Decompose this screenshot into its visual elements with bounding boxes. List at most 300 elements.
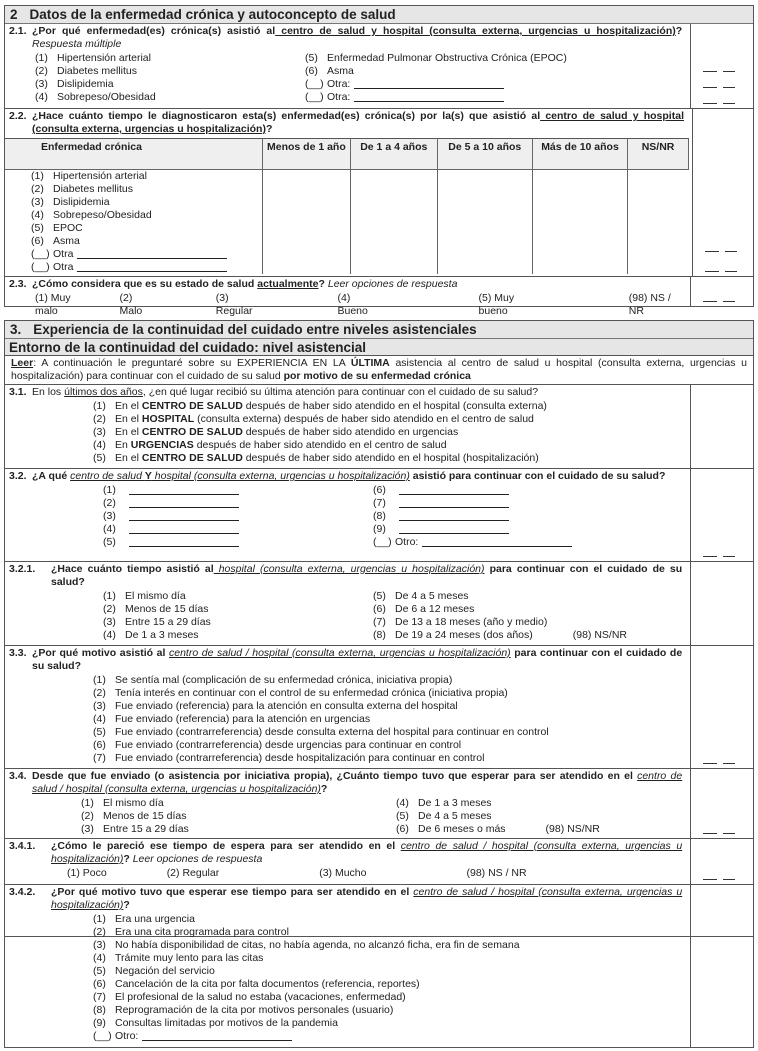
option-label bbox=[395, 603, 474, 616]
text-segment: Y bbox=[144, 470, 152, 482]
text-segment: centro de salud y hospital (consulta externa, urgencias u hospitalización) bbox=[275, 25, 676, 37]
option-text: EPOC bbox=[53, 222, 83, 234]
answer-code-cell[interactable] bbox=[691, 469, 753, 561]
answer-code-cell[interactable] bbox=[691, 562, 753, 645]
table-header-row bbox=[5, 139, 689, 170]
answer-blank-line[interactable] bbox=[354, 78, 504, 89]
text-segment: CENTRO DE SALUD bbox=[141, 452, 243, 464]
question-q31 bbox=[5, 385, 753, 469]
table-body-row bbox=[5, 170, 689, 275]
answer-code-cell[interactable] bbox=[691, 385, 753, 468]
option-number: (9) bbox=[373, 523, 386, 535]
option-number: (__) bbox=[373, 536, 392, 548]
text-segment: ? bbox=[675, 25, 683, 37]
option-text: Hipertensión arterial bbox=[53, 170, 147, 182]
answer-blank-line[interactable] bbox=[129, 497, 239, 508]
question-body bbox=[5, 769, 691, 838]
answer-cell[interactable] bbox=[628, 170, 689, 275]
text-segment: centro de salud / hospital (consulta externa, urgencias u hospitalización) bbox=[32, 770, 683, 795]
option-number: (3) bbox=[81, 823, 94, 835]
option-item bbox=[31, 170, 262, 183]
option-item bbox=[93, 687, 549, 700]
option-number: (2) bbox=[93, 687, 106, 699]
option-label bbox=[53, 248, 73, 261]
answer-code-blank[interactable] bbox=[703, 87, 735, 89]
section-header bbox=[5, 321, 753, 339]
answer-code-cell[interactable] bbox=[691, 24, 753, 108]
option-text: Era una urgencia bbox=[115, 913, 195, 925]
answer-code-cell[interactable] bbox=[693, 109, 753, 276]
answer-code-cell[interactable] bbox=[691, 277, 753, 306]
section-s3 bbox=[4, 320, 754, 1048]
options-column bbox=[396, 797, 600, 836]
text-segment: En los bbox=[32, 386, 65, 398]
option-number: (1) bbox=[93, 674, 106, 686]
option-text: Sobrepeso/Obesidad bbox=[53, 209, 152, 221]
question-body bbox=[5, 385, 691, 468]
option-label bbox=[395, 616, 547, 629]
question-body bbox=[5, 937, 691, 1047]
option-item bbox=[31, 235, 262, 248]
section-title: Experiencia de la continuidad del cuidado entre niveles asistenciales bbox=[33, 322, 477, 337]
question-body bbox=[5, 885, 691, 936]
answer-code-cell[interactable] bbox=[691, 769, 753, 838]
option-label bbox=[103, 797, 164, 810]
option-item bbox=[373, 497, 572, 510]
text-segment: Leer bbox=[11, 357, 34, 369]
option-item bbox=[373, 629, 627, 642]
option-text: De 4 a 5 meses bbox=[395, 590, 469, 602]
option-item bbox=[93, 739, 549, 752]
option-label bbox=[103, 810, 186, 823]
text-segment: URGENCIAS bbox=[130, 439, 194, 451]
text-segment: ¿Por qué motivo tuvo que esperar ese tiempo para ser atendido en el bbox=[51, 886, 414, 898]
option-number: (2) bbox=[35, 65, 48, 77]
question-text bbox=[9, 647, 682, 673]
option-label bbox=[115, 400, 547, 413]
option-item: (1) Poco bbox=[67, 867, 107, 879]
section-header bbox=[5, 6, 753, 24]
answer-blank-line[interactable] bbox=[129, 510, 239, 521]
option-item: (3) Regular bbox=[215, 292, 253, 317]
question-q23 bbox=[5, 277, 753, 317]
option-item bbox=[396, 797, 600, 810]
option-number: (__) bbox=[93, 1030, 112, 1042]
answer-code-blank[interactable] bbox=[703, 556, 735, 558]
option-label bbox=[115, 739, 461, 752]
option-label bbox=[53, 170, 147, 183]
option-label bbox=[327, 78, 350, 91]
option-item bbox=[35, 78, 305, 91]
answer-code-blank[interactable] bbox=[703, 879, 735, 881]
text-segment: ÚLTIMA bbox=[350, 357, 390, 369]
option-text: Otro: bbox=[115, 1030, 139, 1042]
option-text: Asma bbox=[53, 235, 80, 247]
option-item bbox=[93, 674, 549, 687]
text-segment: para continuar con el cuidado de su salud? bbox=[51, 563, 683, 588]
question-q342c bbox=[5, 937, 753, 1047]
text-segment: Leer opciones de respuesta bbox=[324, 278, 458, 290]
option-label bbox=[53, 222, 83, 235]
option-item bbox=[81, 810, 396, 823]
option-text: De 6 meses o más bbox=[418, 823, 506, 835]
option-item bbox=[31, 222, 262, 235]
answer-blank-line[interactable] bbox=[129, 536, 239, 547]
option-number: (8) bbox=[373, 510, 386, 522]
option-number: (3) bbox=[93, 939, 106, 951]
option-number: (5) bbox=[305, 52, 318, 64]
text-segment: Respuesta múltiple bbox=[32, 38, 122, 50]
answer-code-blank[interactable] bbox=[703, 833, 735, 835]
option-item bbox=[93, 965, 520, 978]
text-segment: ¿Hace cuánto tiempo le diagnosticaron esta(s) enfermedad(es) crónica(s) por la(s) que asistió al bbox=[32, 110, 541, 122]
option-number: (2) bbox=[31, 183, 44, 195]
question-number: 3.4.2. bbox=[9, 886, 36, 898]
table-header-cell: NS/NR bbox=[628, 139, 689, 170]
option-label bbox=[115, 1030, 138, 1043]
text-segment: después de haber sido atendido en el hospital (consulta externa) bbox=[242, 400, 547, 412]
question-q321 bbox=[5, 562, 753, 646]
answer-blank-line[interactable] bbox=[129, 523, 239, 534]
answer-cell[interactable] bbox=[262, 170, 350, 275]
question-number: 3.4.1. bbox=[9, 840, 36, 852]
question-prompt bbox=[32, 25, 682, 51]
option-item bbox=[93, 939, 520, 952]
answer-blank-line[interactable] bbox=[77, 248, 227, 259]
text-segment: ¿Hace cuánto tiempo asistió al bbox=[51, 563, 214, 575]
option-item bbox=[93, 400, 547, 413]
options-column bbox=[373, 484, 572, 549]
answer-code-blank[interactable] bbox=[703, 71, 735, 73]
question-q34 bbox=[5, 769, 753, 839]
option-label bbox=[418, 823, 506, 836]
option-text: Sobrepeso/Obesidad bbox=[57, 91, 156, 103]
option-number: (1) bbox=[103, 484, 116, 496]
text-segment: centro de salud / hospital (consulta externa, urgencias u hospitalización) bbox=[51, 886, 683, 911]
option-label bbox=[395, 590, 469, 603]
option-number: (5) bbox=[93, 726, 106, 738]
question-q33 bbox=[5, 646, 753, 769]
questionnaire bbox=[4, 5, 754, 1048]
option-text: Entre 15 a 29 días bbox=[125, 616, 211, 628]
table-header-cell: Enfermedad crónica bbox=[5, 139, 262, 170]
option-number: (8) bbox=[373, 629, 386, 641]
answer-code-blank[interactable] bbox=[703, 103, 735, 105]
option-extra: (98) NS/NR bbox=[572, 629, 628, 641]
option-label bbox=[115, 939, 520, 952]
option-item bbox=[93, 752, 549, 765]
option-number: (4) bbox=[396, 797, 409, 809]
answer-code-blank[interactable] bbox=[703, 301, 735, 303]
option-label bbox=[327, 65, 354, 78]
option-number: (__) bbox=[305, 78, 324, 90]
option-number: (5) bbox=[373, 590, 386, 602]
option-text: Menos de 15 días bbox=[125, 603, 209, 615]
option-number: (__) bbox=[31, 261, 50, 273]
option-item: (3) Mucho bbox=[319, 867, 367, 879]
option-number: (6) bbox=[93, 739, 106, 751]
option-label bbox=[53, 209, 152, 222]
question-text bbox=[9, 110, 684, 136]
option-label bbox=[115, 1004, 393, 1017]
option-item bbox=[305, 52, 567, 65]
text-segment: ? bbox=[320, 783, 328, 795]
option-text: Dislipidemia bbox=[57, 78, 114, 90]
option-item bbox=[103, 536, 373, 549]
answer-blank-line[interactable] bbox=[422, 536, 572, 547]
option-item bbox=[35, 52, 305, 65]
options-column bbox=[35, 52, 305, 104]
text-segment: después de haber sido atendido en urgencias bbox=[242, 426, 459, 438]
option-item bbox=[31, 209, 262, 222]
option-text: El profesional de la salud no estaba (vacaciones, enfermedad) bbox=[115, 991, 406, 1003]
option-label bbox=[115, 452, 539, 465]
options-column bbox=[373, 590, 627, 642]
option-item bbox=[103, 523, 373, 536]
question-number: 2.2. bbox=[9, 110, 27, 122]
option-label bbox=[53, 196, 110, 209]
option-item bbox=[93, 952, 520, 965]
option-number: (5) bbox=[93, 965, 106, 977]
question-text bbox=[9, 563, 682, 589]
option-text: Consultas limitadas por motivos de la pandemia bbox=[115, 1017, 338, 1029]
answer-code-blank[interactable] bbox=[705, 251, 737, 253]
question-body bbox=[5, 24, 691, 108]
answer-code-blank[interactable] bbox=[705, 271, 737, 273]
option-number: (6) bbox=[396, 823, 409, 835]
question-text bbox=[9, 386, 682, 399]
option-text: Se sentía mal (complicación de su enfermedad crónica, iniciativa propia) bbox=[115, 674, 453, 686]
option-item bbox=[81, 823, 396, 836]
option-label bbox=[327, 91, 350, 104]
option-text: Enfermedad Pulmonar Obstructiva Crónica (EPOC) bbox=[327, 52, 567, 64]
option-extra: (98) NS/NR bbox=[545, 823, 600, 835]
option-item bbox=[373, 484, 572, 497]
question-text bbox=[9, 840, 682, 866]
text-segment: : A continuación le preguntaré sobre su EXPERIENCIA EN LA bbox=[33, 357, 351, 369]
option-number: (7) bbox=[373, 497, 386, 509]
option-text: De 13 a 18 meses (año y medio) bbox=[395, 616, 548, 628]
option-text: De 6 a 12 meses bbox=[395, 603, 475, 615]
option-label bbox=[115, 687, 508, 700]
option-number: (2) bbox=[93, 413, 106, 425]
answer-code-cell[interactable] bbox=[691, 885, 753, 936]
text-segment: después de haber sido atendido en el hospital (hospitalización) bbox=[242, 452, 539, 464]
answer-blank-line[interactable] bbox=[129, 484, 239, 495]
subsection-title: Entorno de la continuidad del cuidado: nivel asistencial bbox=[9, 340, 367, 355]
option-number: (4) bbox=[31, 209, 44, 221]
answer-code-cell[interactable] bbox=[691, 937, 753, 1047]
answer-cell[interactable] bbox=[532, 170, 627, 275]
text-segment: por motivo de su enfermedad crónica bbox=[283, 370, 471, 382]
option-item bbox=[103, 629, 373, 642]
table-header-cell: De 1 a 4 años bbox=[350, 139, 437, 170]
answer-cell[interactable] bbox=[437, 170, 532, 275]
answer-blank-line[interactable] bbox=[399, 510, 509, 521]
question-prompt bbox=[51, 840, 682, 866]
option-item bbox=[373, 510, 572, 523]
option-label bbox=[115, 413, 534, 426]
option-text: De 1 a 3 meses bbox=[125, 629, 199, 641]
option-number: (7) bbox=[373, 616, 386, 628]
question-q32 bbox=[5, 469, 753, 562]
option-item: (2) Regular bbox=[166, 867, 220, 879]
instruction-text bbox=[5, 356, 753, 384]
option-item bbox=[93, 452, 547, 465]
text-segment: centro de salud / hospital (consulta externa, urgencias u hospitalización) bbox=[51, 840, 683, 865]
option-number: (1) bbox=[93, 913, 106, 925]
option-label bbox=[57, 52, 151, 65]
text-segment: ¿Cómo le pareció ese tiempo de espera para ser atendido en el bbox=[51, 840, 401, 852]
option-label bbox=[115, 952, 263, 965]
option-label bbox=[115, 726, 549, 739]
option-number: (6) bbox=[31, 235, 44, 247]
option-number: (4) bbox=[93, 713, 106, 725]
options-list bbox=[9, 939, 682, 1043]
option-label bbox=[115, 913, 195, 926]
option-label bbox=[115, 426, 458, 439]
option-text: Era una cita programada para control bbox=[115, 926, 289, 938]
option-label bbox=[53, 235, 80, 248]
option-number: (3) bbox=[93, 700, 106, 712]
option-label bbox=[115, 752, 484, 765]
option-text: Asma bbox=[327, 65, 354, 77]
option-text: Hipertensión arterial bbox=[57, 52, 151, 64]
option-text: De 1 a 3 meses bbox=[418, 797, 492, 809]
options-column bbox=[93, 674, 549, 765]
option-item: (5) Muy bueno bbox=[478, 292, 515, 317]
option-number: (6) bbox=[305, 65, 318, 77]
option-number: (__) bbox=[31, 248, 50, 260]
answer-blank-line[interactable] bbox=[354, 91, 504, 102]
text-segment: ? bbox=[123, 853, 130, 865]
option-label bbox=[125, 629, 199, 642]
option-item bbox=[35, 65, 305, 78]
option-label bbox=[115, 713, 370, 726]
question-body bbox=[5, 109, 693, 276]
answer-code-cell[interactable] bbox=[691, 839, 753, 884]
option-label bbox=[115, 991, 406, 1004]
option-text: Otra: bbox=[327, 91, 351, 103]
text-segment: Desde que fue enviado (o asistencia por iniciativa propia), ¿Cuánto tiempo tuvo que esperar para ser atendido en el bbox=[32, 770, 638, 782]
question-number: 2.3. bbox=[9, 278, 27, 290]
option-number: (2) bbox=[103, 603, 116, 615]
answer-blank-line[interactable] bbox=[142, 1030, 292, 1041]
options-column bbox=[81, 797, 396, 836]
option-label bbox=[103, 823, 189, 836]
option-number: (3) bbox=[103, 616, 116, 628]
option-number: (1) bbox=[35, 52, 48, 64]
question-leer bbox=[5, 356, 753, 385]
option-text: Reprogramación de la cita por motivos personales (usuario) bbox=[115, 1004, 394, 1016]
option-number: (7) bbox=[93, 991, 106, 1003]
text-segment: para continuar con el cuidado de su salud? bbox=[32, 647, 683, 672]
text-segment: últimos dos años bbox=[64, 386, 143, 398]
option-number: (3) bbox=[93, 426, 106, 438]
option-item bbox=[93, 426, 547, 439]
option-label bbox=[125, 590, 186, 603]
option-label bbox=[115, 978, 420, 991]
question-body bbox=[5, 562, 691, 645]
option-label bbox=[418, 797, 492, 810]
answer-blank-line[interactable] bbox=[399, 497, 509, 508]
option-number: (2) bbox=[81, 810, 94, 822]
section-number: 2 bbox=[10, 7, 18, 22]
option-number: (4) bbox=[103, 629, 116, 641]
option-text: El mismo día bbox=[125, 590, 186, 602]
options-list bbox=[9, 400, 682, 465]
answer-blank-line[interactable] bbox=[77, 261, 227, 272]
options-column bbox=[305, 52, 567, 104]
text-segment: ¿Cómo considera que es su estado de salud bbox=[32, 278, 258, 290]
option-item bbox=[93, 1017, 520, 1030]
answer-cell[interactable] bbox=[350, 170, 437, 275]
option-text: Otra: bbox=[327, 78, 351, 90]
option-item bbox=[305, 91, 567, 104]
option-number: (4) bbox=[35, 91, 48, 103]
option-item bbox=[93, 1004, 520, 1017]
option-item bbox=[103, 616, 373, 629]
option-text: De 4 a 5 meses bbox=[418, 810, 492, 822]
options-list bbox=[9, 590, 682, 642]
answer-code-blank[interactable] bbox=[703, 763, 735, 765]
option-item bbox=[93, 726, 549, 739]
option-item: (2) Malo bbox=[119, 292, 143, 317]
text-segment: centro de salud / hospital (consulta externa, urgencias u hospitalización) bbox=[168, 647, 511, 659]
option-item bbox=[396, 810, 600, 823]
table-header-cell: Menos de 1 año bbox=[262, 139, 350, 170]
option-item bbox=[373, 616, 627, 629]
option-item bbox=[373, 536, 572, 549]
option-text: Fue enviado (contrarreferencia) desde consulta externa del hospital para continuar en control bbox=[115, 726, 549, 738]
question-q341 bbox=[5, 839, 753, 885]
question-text bbox=[9, 278, 682, 291]
option-item bbox=[81, 797, 396, 810]
text-segment: CENTRO DE SALUD bbox=[141, 426, 243, 438]
option-item bbox=[93, 439, 547, 452]
options-inline bbox=[67, 867, 682, 880]
option-label bbox=[115, 674, 452, 687]
option-item bbox=[31, 183, 262, 196]
question-number: 2.1. bbox=[9, 25, 27, 37]
text-segment: hospital (consulta externa, urgencias u hospitalización) bbox=[213, 563, 485, 575]
question-body bbox=[5, 277, 691, 317]
option-number: (2) bbox=[103, 497, 116, 509]
answer-blank-line[interactable] bbox=[399, 523, 509, 534]
question-prompt bbox=[51, 886, 682, 912]
option-item bbox=[373, 590, 627, 603]
option-number: (1) bbox=[81, 797, 94, 809]
option-item bbox=[35, 91, 305, 104]
answer-blank-line[interactable] bbox=[399, 484, 509, 495]
options-column bbox=[93, 913, 289, 939]
text-segment: En el bbox=[115, 413, 142, 425]
option-text: Fue enviado (referencia) para la atención en consulta externa del hospital bbox=[115, 700, 458, 712]
answer-code-cell[interactable] bbox=[691, 646, 753, 768]
option-item bbox=[93, 700, 549, 713]
option-number: (3) bbox=[35, 78, 48, 90]
text-segment: ¿Por qué enfermedad(es) crónica(s) asistió al bbox=[32, 25, 276, 37]
option-label bbox=[115, 700, 458, 713]
option-item bbox=[103, 497, 373, 510]
options-column bbox=[103, 590, 373, 642]
option-number: (5) bbox=[396, 810, 409, 822]
option-text: Fue enviado (contrarreferencia) desde hospitalización para continuar en control bbox=[115, 752, 485, 764]
option-label bbox=[125, 616, 211, 629]
option-text: Diabetes mellitus bbox=[53, 183, 133, 195]
option-label bbox=[115, 1017, 338, 1030]
option-number: (3) bbox=[31, 196, 44, 208]
